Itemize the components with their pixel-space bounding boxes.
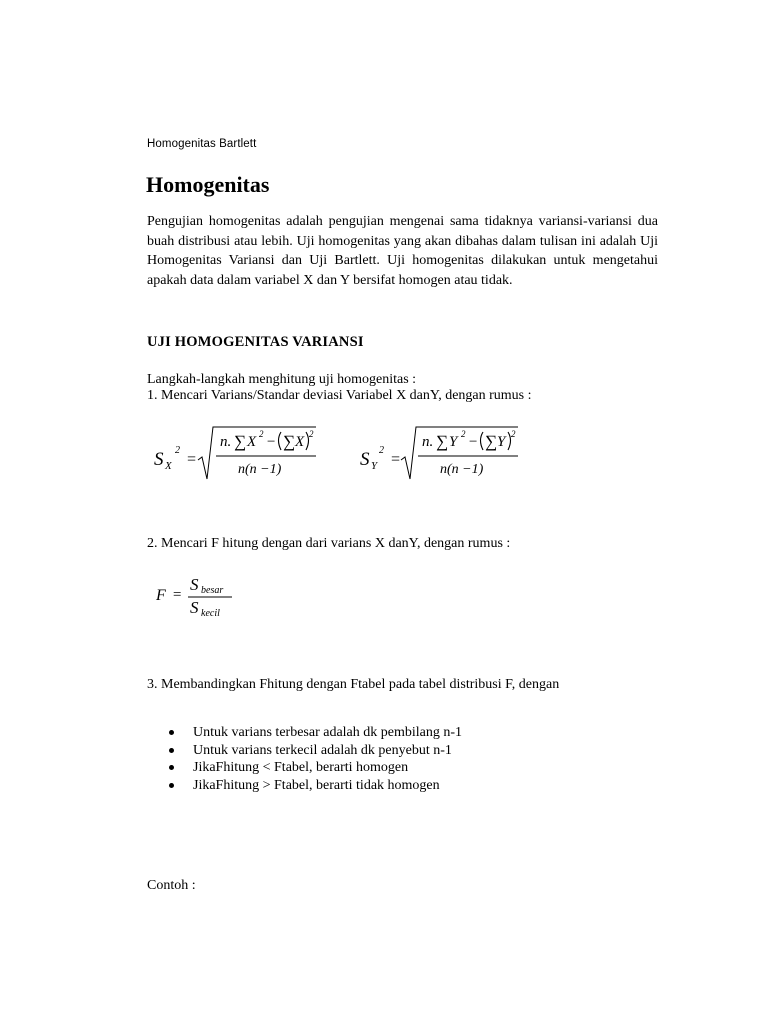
y-square-2: 2 (511, 429, 516, 439)
page-title: Homogenitas (146, 172, 270, 197)
x-square-1: 2 (259, 429, 264, 439)
variance-formulas (150, 424, 530, 484)
criteria-list (165, 724, 462, 794)
f-equals: = (172, 587, 183, 603)
x-sum-1: ∑ (234, 432, 247, 451)
sx-subscript: X (165, 460, 172, 472)
y-var-1: Y (449, 434, 458, 450)
sy-subscript: Y (371, 460, 378, 472)
sx-square: 2 (175, 445, 180, 456)
y-sum-2: ∑ (485, 432, 498, 451)
x-var-2: X (295, 434, 305, 450)
list-item: Untuk varians terkecil adalah dk penyebut n-1 (165, 742, 462, 760)
step-3-text: 3. Membandingkan Fhitung dengan Ftabel pada tabel distribusi F, dengan (147, 677, 560, 692)
list-item: JikaFhitung < Ftabel, berarti homogen (165, 759, 462, 777)
section-heading: UJI HOMOGENITAS VARIANSI (147, 334, 364, 350)
x-minus: − (266, 434, 277, 450)
s-besar-subscript: besar (201, 585, 224, 596)
x-sum-2: ∑ (283, 432, 296, 451)
step-2-text: 2. Mencari F hitung dengan dari varians X danY, dengan rumus : (147, 536, 511, 551)
intro-paragraph: Pengujian homogenitas adalah pengujian mengenai sama tidaknya variansi-variansi dua buah distribusi atau lebih. Uji homogenitas yang akan dibahas dalam tulisan ini adalah Uji Homogenitas Variansi dan Uji Bartlett. Uji homogenitas dilakukan untuk mengetahui apakah data dalam variabel X dan Y bersifat homogen atau tidak. (147, 214, 658, 288)
list-item: JikaFhitung > Ftabel, berarti tidak homogen (165, 777, 462, 795)
y-denominator: n(n −1) (440, 462, 484, 477)
step-1-text: 1. Mencari Varians/Standar deviasi Variabel X danY, dengan rumus : (147, 388, 532, 403)
x-denominator: n(n −1) (238, 462, 282, 477)
y-sum-1: ∑ (436, 432, 449, 451)
f-symbol: F (156, 587, 166, 604)
document-header: Homogenitas Bartlett (147, 138, 257, 150)
list-item: Untuk varians terbesar adalah dk pembilang n-1 (165, 724, 462, 742)
sy-equals: = (390, 451, 401, 468)
sy-symbol: S (360, 449, 370, 470)
f-ratio-graphic (150, 572, 250, 622)
s-besar-symbol: S (190, 575, 199, 594)
sx-symbol: S (154, 449, 164, 470)
steps-intro: Langkah-langkah menghitung uji homogenitas : (147, 372, 417, 387)
x-square-2: 2 (309, 429, 314, 439)
contoh-label: Contoh : (147, 878, 196, 893)
x-paren-left (279, 432, 282, 450)
f-ratio-formula (150, 572, 250, 622)
variance-formula-graphic (150, 424, 530, 484)
y-var-2: Y (497, 434, 506, 450)
sx-equals: = (186, 451, 197, 468)
sy-square: 2 (379, 445, 384, 456)
s-kecil-subscript: kecil (201, 608, 220, 619)
y-minus: − (468, 434, 479, 450)
s-kecil-symbol: S (190, 598, 199, 617)
y-square-1: 2 (461, 429, 466, 439)
x-n-dot: n. (220, 434, 232, 450)
y-paren-left (481, 432, 484, 450)
y-n-dot: n. (422, 434, 434, 450)
x-var-1: X (247, 434, 257, 450)
